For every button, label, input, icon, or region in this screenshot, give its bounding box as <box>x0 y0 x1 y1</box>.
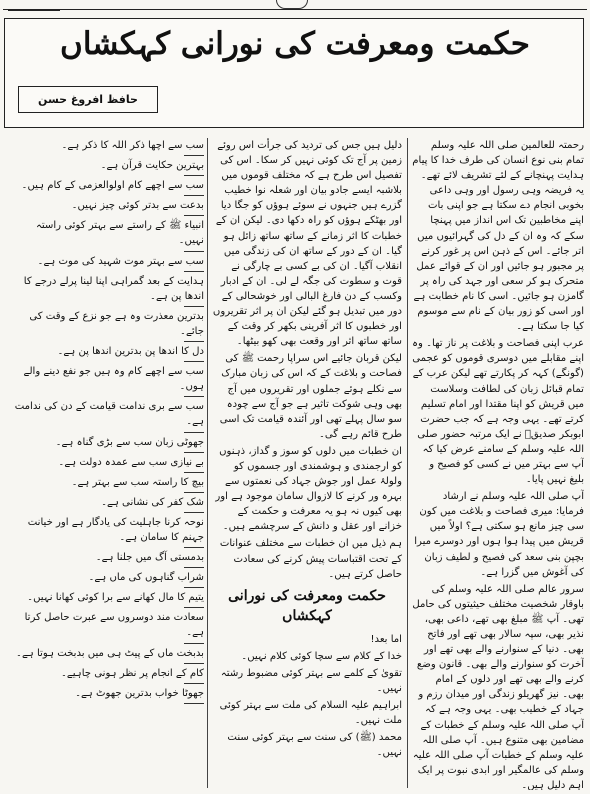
column-divider-1 <box>407 138 408 788</box>
paragraph: ان خطبات میں دلوں کو سوز و گداز، ذہنوں کو ارجمندی و ہوشمندی اور جسموں کو ولولۂ عمل اور جوش جہاد کی نعمتوں سے بہرہ ور کرنے کا لازوال سامان موجود ہے اور بھی کیوں نہ ہو یہ معرفت و حکمت کے خزانے اور عقل و دانش کے سرچشمے ہیں۔ <box>215 445 402 533</box>
top-emblem <box>276 0 308 9</box>
saying: دل کا اندھا پن بدترین اندھا پن ہے۔ <box>8 344 204 362</box>
saying: شراب گناہوں کی ماں ہے۔ <box>8 570 204 588</box>
saying: سب سے اچھا ذکر اللہ کا ذکر ہے۔ <box>8 138 204 156</box>
saying: بے نیازی سب سے عمدہ دولت ہے۔ <box>8 455 204 473</box>
saying: تقویٰ کے کلمے سے بہتر کوئی مضبوط رشتہ نہیں۔ <box>220 667 402 694</box>
saying: یتیم کا مال کھانے سے برا کوئی کھانا نہیں۔ <box>8 590 204 608</box>
column-middle <box>212 138 402 790</box>
column-right <box>412 138 584 790</box>
paragraph: سرور عالم صلی اللہ علیہ وسلم کی باوقار شخصیت مختلف حیثیتوں کی حامل تھی۔ آپ ﷺ مبلغ بھی تھے، داعی بھی، نذیر بھی، سپہ سالار بھی تھے اور فاتح بھی۔ دنیا کے سنوارنے والے بھی تھے اور آخرت کو سنوارنے والے بھی۔ قانون وضع کرنے والے بھی تھے اور دلوں کے امام بھی۔ نیز گھریلو زندگی اور میدان رزم و جہاد کے خطیب بھی۔ یہی وجہ ہے کہ آپ صلی اللہ علیہ وسلم کے خطبات کے مضامین بھی متنوع ہیں۔ آپ صلی اللہ علیہ وسلم کے خطبات آپ صلی اللہ علیہ وسلم کی عالمگیر اور ابدی نبوت پر ایک اہم دلیل ہیں۔ <box>412 583 584 790</box>
saying: ہدایت کے بعد گمراہی اپنا لینا پرلے درجے کا اندھا پن ہے۔ <box>8 274 204 307</box>
paragraph: عرب اپنی فصاحت و بلاغت پر ناز تھا۔ وہ اپنے مقابلے میں دوسری قوموں کو عجمی (گونگے) کہہ کر پکارتے تھے لیکن عرب کے تمام قبائل زبان کی لطافت وسلاست میں قریش کو اپنا مقتدا اور امام تسلیم کرتے تھے۔ یہی وجہ ہے کہ جب حضرت ابوبکر صدیقؓ نے ایک مرتبہ حضور صلی اللہ علیہ وسلم کے سامنے عرض کیا کہ آپ سے بہتر میں نے کسی کو فصیح و بلیغ نہیں پایا۔ <box>412 338 584 486</box>
saying: بدبخت ماں کے پیٹ ہی میں بدبخت ہوتا ہے۔ <box>8 646 204 664</box>
salutation: اما بعد! <box>370 633 402 645</box>
author-box <box>18 86 158 113</box>
saying: بیچ کا راستہ سب سے بہتر ہے۔ <box>8 475 204 493</box>
saying: شک کفر کی نشانی ہے۔ <box>8 495 204 513</box>
saying: بدمستی آگ میں جلنا ہے۔ <box>8 550 204 568</box>
paragraph: دلیل ہیں جس کی تردید کی جرأت اس روئے زمین پر آج تک کوئی نہیں کر سکا۔ اس کی تفصیل اس طرح ہے کہ مختلف قوموں میں بلاشبہ ایسے جادو بیان اور شعلہ نوا خطیب گزرے ہیں جنہوں نے سوئے ہوؤں کو جگا دیا اور بھٹکے ہوؤں کو راہ دکھا دی۔ لیکن ان کے خطبات کا اثر زمانے کے ساتھ ساتھ زائل ہو گیا۔ ان کے دور کے ساتھ ان کی زندگی میں انقلاب آگیا۔ ان کی بے کسی بے چارگی نے قوت و سطوت کی جگہ لے لی۔ ان کے ادبار وکسب کے دن فارغ البالی اور خوشحالی کے دور میں تبدیل ہو گئے لیکن ان پر اثر تقریروں اور خطبوں کا اثر آفرینی بکھر کر وقت کے ساتھ ساتھ اثر اور وقعت بھی کھو بیٹھا۔ <box>212 140 402 348</box>
saying: سب سے اچھے کام وہ ہیں جو نفع دینے والے ہوں۔ <box>8 364 204 397</box>
column-left <box>8 138 204 790</box>
saying: جھوٹا خواب بدترین جھوٹ ہے۔ <box>8 686 204 704</box>
saying: بدترین معذرت وہ ہے جو نزع کے وقت کی جائے۔ <box>8 309 204 342</box>
saying: سب سے بہتر موت شہید کی موت ہے۔ <box>8 254 204 272</box>
article-title: حکمت ومعرفت کی نورانی کہکشاں <box>60 26 530 62</box>
saying: سعادت مند دوسروں سے عبرت حاصل کرتا ہے۔ <box>8 610 204 643</box>
saying: جھوٹی زبان سب سے بڑی گناہ ہے۔ <box>8 435 204 453</box>
paragraph: ہم ذیل میں ان خطبات سے مختلف عنوانات کے تحت اقتباسات پیش کرنے کی سعادت حاصل کرتے ہیں۔ <box>219 538 402 580</box>
saying: بدعت سے بدتر کوئی چیز نہیں۔ <box>8 198 204 216</box>
paragraph: لیکن قربان جائیے اس سراپا رحمت ﷺ کی فصاحت و بلاغت کے کہ اس کی زبان مبارک سے نکلے ہوئے جملوں اور تقریروں میں آج بھی وہی شوکت تاثیر ہے جو آج سے چودہ سو سال پہلے تھی اور آئندہ قیامت تک اسی طرح قائم رہے گی۔ <box>219 353 402 440</box>
paragraph: آپ صلی اللہ علیہ وسلم نے ارشاد فرمایا: میری فصاحت و بلاغت میں کون سی چیز مانع ہو سکتی ہے؟ اولاً میں قریش میں پیدا ہوا ہوں اور دوسرے میرا بچپن بنی سعد کی فصیح و لطیف زبان کی آغوش میں گزرا ہے۔ <box>414 491 584 578</box>
saying: سب سے بری ندامت قیامت کے دن کی ندامت ہے۔ <box>8 399 204 432</box>
saying: ابراہیم علیہ السلام کی ملت سے بہتر کوئی ملت نہیں۔ <box>219 700 402 727</box>
column-divider-2 <box>207 138 208 788</box>
saying: بہترین حکایت قرآن ہے۔ <box>8 158 204 176</box>
top-rule <box>3 9 587 10</box>
saying: محمد (ﷺ) کی سنت سے بہتر کوئی سنت نہیں۔ <box>227 732 402 759</box>
author-name: حافظ افروغ حسن <box>38 93 138 106</box>
section-heading: حکمت ومعرفت کی نورانی کہکشاں <box>228 587 386 624</box>
saying: خدا کے کلام سے سچا کوئی کلام نہیں۔ <box>241 650 402 662</box>
saying: انبیاء ﷺ کے راستے سے بہتر کوئی راستہ نہیں۔ <box>8 218 204 251</box>
saying: کام کے انجام پر نظر ہونی چاہیے۔ <box>8 666 204 684</box>
saying: سب سے اچھے کام اولوالعزمی کے کام ہیں۔ <box>8 178 204 196</box>
saying: نوحہ کرنا جاہلیت کی یادگار ہے اور خیانت جہنم کا سامان ہے۔ <box>8 515 204 548</box>
paragraph: رحمتہ للعالمین صلی اللہ علیہ وسلم تمام بنی نوع انسان کی طرف خدا کا پیام ہدایت پہنچانے کے لئے تشریف لائے تھے۔ یہ فریضہ وہی رسول اور وہی داعی بخوبی انجام دے سکتا ہے جو اپنی بات اپنے مخاطبین تک اس انداز میں پہنچا سکے کہ وہ ان کے دل کی گہرائیوں میں اتر جائے۔ اس کے ذہن اس پر غور کرنے پر مجبور ہو جائیں اور ان کے قوائے عمل متحرک ہو کر سعی اور جہد کی راہ پر گامزن ہو جائیں۔ اسی کا نام خطابت ہے اور اسی کو زور بیان کے نام سے موسوم کیا جا سکتا ہے۔ <box>412 140 584 333</box>
